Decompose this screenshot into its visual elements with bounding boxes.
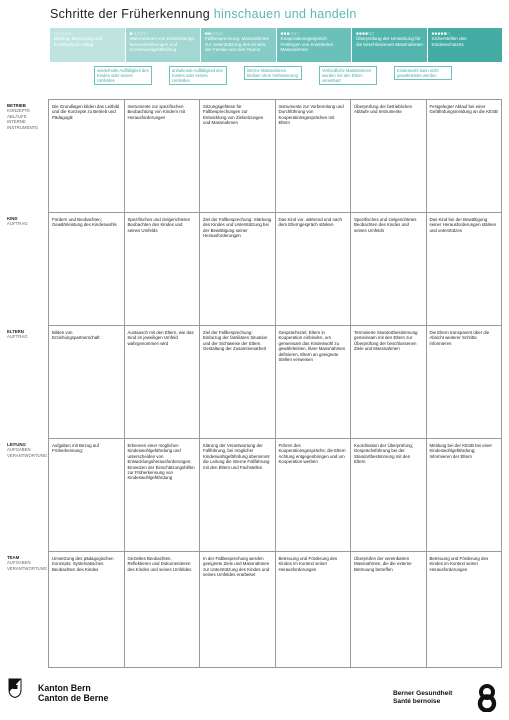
phase-3 [201, 28, 276, 62]
matrix-row-team [49, 552, 502, 668]
row-label-subheading: VERANTWORTUNG [7, 452, 48, 458]
transition-note-5: Kindeswohl kann nicht gewährleistet werden [394, 66, 452, 80]
matrix-cell: Spezifisches und zielgerichtetes Beobachten des Kindes und seines Umfelds [351, 213, 427, 326]
matrix-cell: Führen des Kooperationsgesprächs; die Eltern Achtung entgegenbringen und um Kooperation werben [275, 439, 351, 552]
phase-step-indicator: ■□□□□□ [129, 31, 148, 36]
matrix-cell: Sitzungsgefässe für Fallbesprechungen zur Entwicklung von Zielsetzungen und Massnahmen [200, 100, 276, 213]
matrix-cell: Fördern und Beobachten; Gewährleistung des Kindeswohls [49, 213, 125, 326]
transition-note-2: anhaltende Auffälligkeit des Kindes oder seines Umfeldes [169, 66, 227, 85]
transition-note-4: Verbindliche Massnahmen wurden mit den Eltern vereinbart [319, 66, 377, 85]
row-label-subheading: AUFTRAG [7, 334, 28, 340]
phase-step-indicator: ■■□□□□ [205, 31, 224, 36]
phase-step-indicator: □□□□□□ [54, 31, 73, 36]
phase-step-indicator: ■■■■■□ [431, 31, 450, 36]
matrix-cell: Gezieltes Beobachten, Reflektieren und Dokumentieren des Kindes und seines Umfeldes [124, 552, 200, 668]
page-title [50, 7, 357, 21]
phase-label: Sicherstellen des Kindesschutzes [431, 36, 467, 47]
row-label-eltern [7, 329, 47, 340]
matrix-cell: Koordination der Überprüfung; Gesprächsführung bei der Standortbestimmung mit den Eltern [351, 439, 427, 552]
phase-4 [277, 28, 352, 62]
title-part-2: hinschauen und handeln [213, 7, 357, 21]
row-label-subheading: INSTRUMENTE [7, 124, 39, 130]
matrix-cell: Überprüfen der vereinbarten Massnahmen, die die externe Betreuung betreffen [351, 552, 427, 668]
matrix-cell: Überprüfung der betrieblichen Abläufe und Instrumente [351, 100, 427, 213]
org-name [393, 690, 452, 706]
row-label-subheading: VERANTWORTUNG [7, 565, 48, 571]
matrix-cell: Die Grundlagen bilden das Leitbild und die Konzepte zu Betrieb und Pädagogik [49, 100, 125, 213]
phase-step-indicator: ■■■■□□ [356, 31, 375, 36]
title-part-1: Schritte der Früherkennung [50, 7, 210, 21]
matrix-cell: Meldung bei der KESB bei einer Kindeswohlgefährdung; Informieren der Eltern [426, 439, 502, 552]
canton-line-1: Kanton Bern [38, 683, 91, 693]
canton-line-2: Canton de Berne [38, 693, 109, 703]
row-label-kind [7, 216, 47, 227]
phase-transitions [50, 66, 502, 92]
row-label-team [7, 555, 47, 571]
phase-label: Fallbesprechung: Massnahmen zur Unterstützung des Kindes, der Familie und des Teams [205, 36, 270, 53]
matrix-cell: Terminierte Standortbestimmung gemeinsam mit den Eltern zur Überprüfung der beschlossenen Ziele und Massnahmen [351, 326, 427, 439]
matrix-cell: Ziel der Fallbesprechung: Stärkung des Kindes und Unterstützung bei der Bewältigung seiner Herausforderungen [200, 213, 276, 326]
matrix-cell: In der Fallbesprechung werden geeignete Ziele und Massnahmen zur Unterstützung des Kindes und seines Umfeldes erarbeitet [200, 552, 276, 668]
matrix-cell: Klärung der Verantwortung der Fallführung, bei möglicher Kindeswohlgefährdung übernimmt die Leitung die interne Fallführung mit den Eltern und Fachstellen [200, 439, 276, 552]
matrix-cell: Festgelegter Ablauf bei einer Gefährdungsmeldung an die KESB [426, 100, 502, 213]
row-label-betrieb [7, 103, 47, 130]
row-label-subheading: ABLÄUFE [7, 113, 27, 119]
matrix-cell: Ziel der Fallbesprechung: Einbezug der familiären Situation und der Sichtweise der Eltern. Gestaltung der Zusammenarbeit [200, 326, 276, 439]
phase-1 [50, 28, 125, 62]
phase-label: Überprüfung der Umsetzung für die beschlossenen Massnahmen [356, 36, 423, 47]
kanton-bern-logo-icon [8, 678, 22, 698]
phase-6 [428, 28, 503, 62]
phase-step-indicator: ■■■□□□ [280, 31, 299, 36]
phase-bar [50, 28, 502, 62]
row-label-heading: BETRIEB [7, 103, 26, 108]
row-label-subheading: KONZEPTE [7, 108, 31, 114]
transition-note-3: interne Massnahmen bleiben ohne Verbesserung [244, 66, 302, 80]
matrix-cell: Instrumente zur Vorbereitung und Durchführung von Kooperationsgesprächen mit Eltern [275, 100, 351, 213]
matrix-cell: Gesprächsziel: Eltern in Kooperation einbinden, um gemeinsam das Kindeswohl zu gewährleisten, klare Massnahmen definieren, Eltern an geeignete Stellen verweisen [275, 326, 351, 439]
matrix-row-kind [49, 213, 502, 326]
org-line-1: Berner Gesundheit [393, 690, 453, 697]
matrix-cell: Aufgaben mit Bezug auf Früherkennung: [49, 439, 125, 552]
matrix-cell: Das Kind vor, während und nach dem Elterngespräch stärken [275, 213, 351, 326]
matrix-cell: Die Eltern transparent über die Absicht weiterer Schritte informieren [426, 326, 502, 439]
row-label-heading: KIND [7, 216, 18, 221]
matrix-cell: Austausch mit den Eltern, wie das Kind im jeweiligen Umfeld wahrgenommen wird [124, 326, 200, 439]
matrix-row-betrieb [49, 100, 502, 213]
matrix-cell: Umsetzung des pädagogischen Konzepts; Systematisches Beobachten des Kindes [49, 552, 125, 668]
matrix-cell: Bilden von Erziehungspartnerschaft [49, 326, 125, 439]
matrix-cell: Betreuung und Förderung des Kindes im Kontext seiner Herausforderungen [426, 552, 502, 668]
phase-2 [126, 28, 201, 62]
row-label-heading: TEAM [7, 555, 20, 560]
row-label-subheading: AUFTRAG [7, 221, 28, 227]
row-label-leitung [7, 442, 47, 458]
phase-label: Kooperationsgespräch: Festlegen von erweiterten Massnahmen [280, 36, 334, 53]
matrix-cell: Das Kind bei der Bewältigung seiner Herausforderungen stärken und unterstützen [426, 213, 502, 326]
row-label-subheading: INTERNE [7, 119, 26, 125]
matrix-cell: Betreuung und Förderung des Kindes im Kontext seiner Herausforderungen [275, 552, 351, 668]
matrix-table [48, 99, 502, 668]
row-label-heading: LEITUNG [7, 442, 26, 447]
phase-label: Wahrnehmen von Entwicklungs-herausforderungen und Kindeswohlgefährdung [129, 36, 196, 53]
matrix-cell: Spezifisches und zielgerichtetes Beobachten des Kindes und seines Umfelds [124, 213, 200, 326]
phase-5 [352, 28, 427, 62]
org-line-2: Santé bernoise [393, 698, 441, 705]
matrix-row-leitung [49, 439, 502, 552]
transition-note-1: wiederholte Auffälligkeit des Kindes oder seines Umfeldes [94, 66, 152, 85]
berner-gesundheit-logo-icon [475, 684, 499, 712]
canton-name [38, 683, 108, 703]
matrix-cell: Erkennen einer möglichen Kindeswohlgefährdung und unterscheiden von Entwicklungsherausforderungen; Einsetzen der Einschätzungshilfen zur Früherkennung von Kindeswohlgefährdung [124, 439, 200, 552]
row-label-subheading: AUFGABEN [7, 447, 31, 453]
matrix-row-eltern [49, 326, 502, 439]
phase-label: Bildung, Betreuung und Erziehung im Alltag [54, 36, 103, 47]
row-label-heading: ELTERN [7, 329, 24, 334]
row-label-subheading: AUFGABEN [7, 560, 31, 566]
matrix-cell: Instrumente zur spezifischen Beobachtung von Kindern mit Herausforderungen [124, 100, 200, 213]
